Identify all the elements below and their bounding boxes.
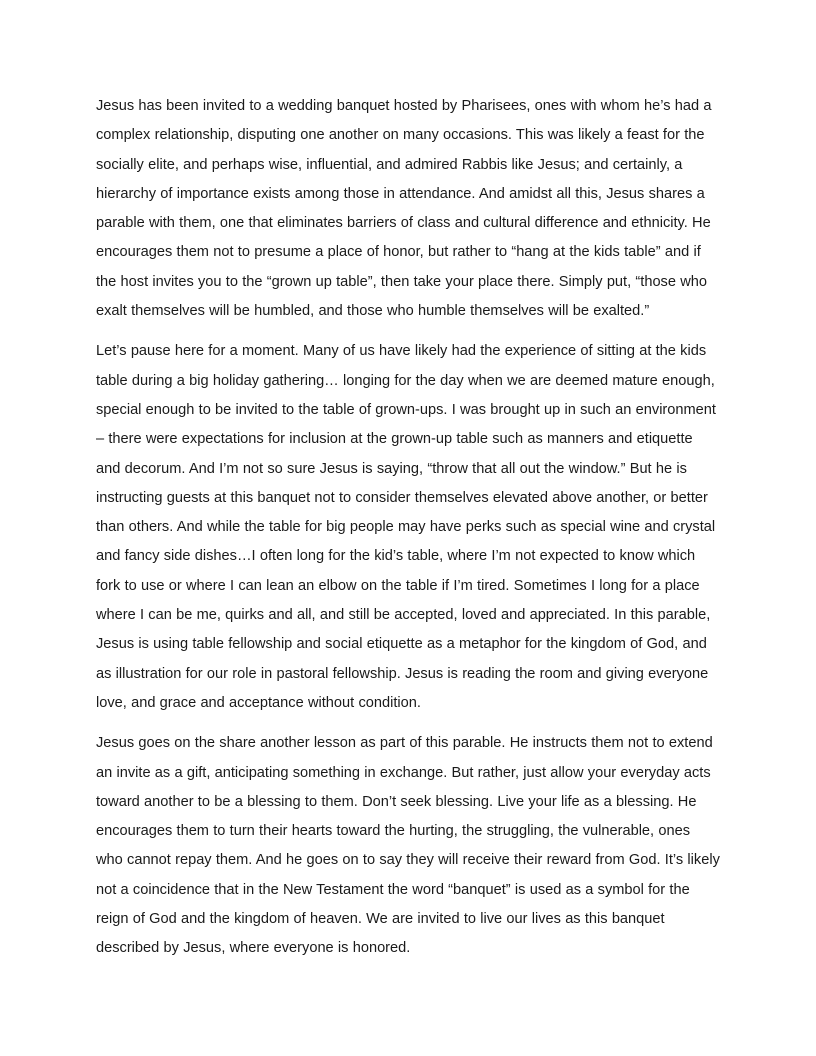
paragraph-another-lesson: Jesus goes on the share another lesson as part of this parable. He instructs them not to extend an invite as a gift, anticipating something in exchange. But rather, just allow your everyday acts toward another to be a blessing to them. Don’t seek blessing. Live your life as a blessing. He encourages them to turn their hearts toward the hurting, the struggling, the vulnerable, ones who cannot repay them. And he goes on to say they will receive their reward from God. It’s likely not a coincidence that in the New Testament the word “banquet” is used as a symbol for the reign of God and the kingdom of heaven. We are invited to live our lives as this banquet described by Jesus, where everyone is honored. <box>96 735 720 957</box>
paragraph-kids-table: Let’s pause here for a moment. Many of us have likely had the experience of sitting at the kids table during a big holiday gathering… longing for the day when we are deemed mature enough, special enough to be invited to the table of grown-ups. I was brought up in such an environment – there were expectations for inclusion at the grown-up table such as manners and etiquette and decorum. And I’m not so sure Jesus is saying, “throw that all out the window.” But he is instructing guests at this banquet not to consider themselves elevated above another, or better than others. And while the table for big people may have perks such as special wine and crystal and fancy side dishes…I often long for the kid’s table, where I’m not expected to know which fork to use or where I can lean an elbow on the table if I’m tired. Sometimes I long for a place where I can be me, quirks and all, and still be accepted, loved and appreciated. In this parable, Jesus is using table fellowship and social etiquette as a metaphor for the kingdom of God, and as illustration for our role in pastoral fellowship. Jesus is reading the room and giving everyone love, and grace and acceptance without condition. <box>96 343 716 711</box>
paragraph-banquet-invitation: Jesus has been invited to a wedding banquet hosted by Pharisees, ones with whom he’s had a complex relationship, disputing one another on many occasions. This was likely a feast for the socially elite, and perhaps wise, influential, and admired Rabbis like Jesus; and certainly, a hierarchy of importance exists among those in attendance. And amidst all this, Jesus shares a parable with them, one that eliminates barriers of class and cultural difference and ethnicity. He encourages them not to presume a place of honor, but rather to “hang at the kids table” and if the host invites you to the “grown up table”, then take your place there. Simply put, “those who exalt themselves will be humbled, and those who humble themselves will be exalted.” <box>96 98 712 320</box>
